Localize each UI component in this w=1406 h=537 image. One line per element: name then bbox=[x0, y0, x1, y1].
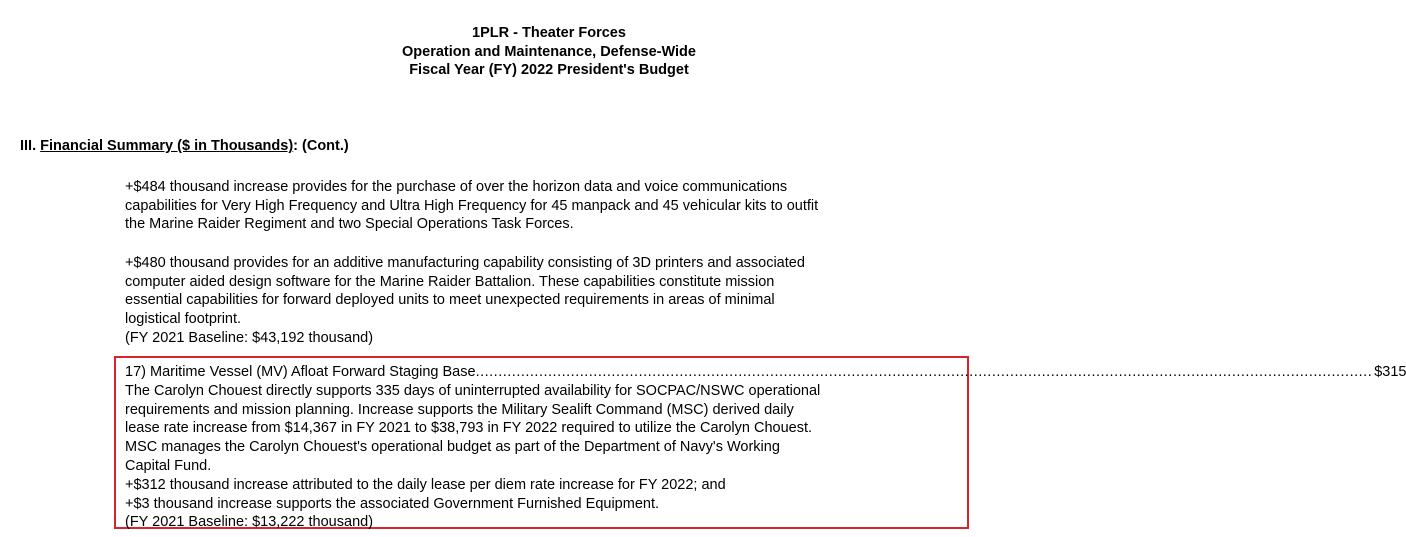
header-title: 1PLR - Theater Forces bbox=[472, 25, 626, 41]
paragraph-line: capabilities for Very High Frequency and Ultra High Frequency for 45 manpack and 45 vehicular kits to outfit bbox=[125, 197, 819, 214]
paragraph-line: +$484 thousand increase provides for the purchase of over the horizon data and voice communications bbox=[125, 179, 788, 195]
item-17-amount: $315 bbox=[1374, 364, 1406, 380]
paragraph-line: computer aided design software for the Marine Raider Battalion. These capabilities constitute mission bbox=[125, 273, 775, 290]
item-17-line: +$312 thousand increase attributed to the daily lease per diem rate increase for FY 2022; and bbox=[125, 476, 726, 493]
section-heading bbox=[20, 137, 349, 155]
baseline-note: (FY 2021 Baseline: $43,192 thousand) bbox=[125, 329, 374, 346]
item-17-line: requirements and mission planning. Increase supports the Military Sealift Command (MSC) derived daily bbox=[125, 401, 794, 418]
item-17-block bbox=[125, 363, 1406, 532]
baseline-note: (FY 2021 Baseline: $13,222 thousand) bbox=[125, 514, 374, 531]
item-17-line: MSC manages the Carolyn Chouest's operational budget as part of the Department of Navy's Working bbox=[125, 439, 780, 456]
item-17-line: +$3 thousand increase supports the associated Government Furnished Equipment. bbox=[125, 495, 660, 512]
header-fiscal-year: Fiscal Year (FY) 2022 President's Budget bbox=[409, 62, 689, 78]
paragraph-comms-increase bbox=[125, 178, 925, 234]
item-17-line: Capital Fund. bbox=[125, 457, 212, 474]
section-numeral: III. bbox=[20, 138, 41, 154]
dot-leader: ...................................................................................................................................................................................................... bbox=[475, 364, 1373, 380]
paragraph-line: essential capabilities for forward deployed units to meet unexpected requirements in areas of minimal bbox=[125, 292, 775, 309]
item-17-title: 17) Maritime Vessel (MV) Afloat Forward Staging Base bbox=[125, 364, 476, 380]
paragraph-line: logistical footprint. bbox=[125, 311, 242, 328]
section-title: Financial Summary ($ in Thousands) bbox=[40, 138, 294, 154]
section-suffix: : (Cont.) bbox=[293, 138, 349, 154]
item-17-line: The Carolyn Chouest directly supports 335 days of uninterrupted availability for SOCPAC/NSWC operational bbox=[125, 382, 821, 399]
item-17-line: lease rate increase from $14,367 in FY 2021 to $38,793 in FY 2022 required to utilize the Carolyn Chouest. bbox=[125, 420, 813, 437]
paragraph-additive-manufacturing bbox=[125, 254, 925, 348]
paragraph-line: the Marine Raider Regiment and two Special Operations Task Forces. bbox=[125, 216, 574, 233]
header-subtitle: Operation and Maintenance, Defense-Wide bbox=[402, 43, 696, 60]
item-17-title-line bbox=[125, 363, 1406, 382]
document-header bbox=[0, 24, 1098, 80]
paragraph-line: +$480 thousand provides for an additive manufacturing capability consisting of 3D printers and associated bbox=[125, 255, 805, 271]
